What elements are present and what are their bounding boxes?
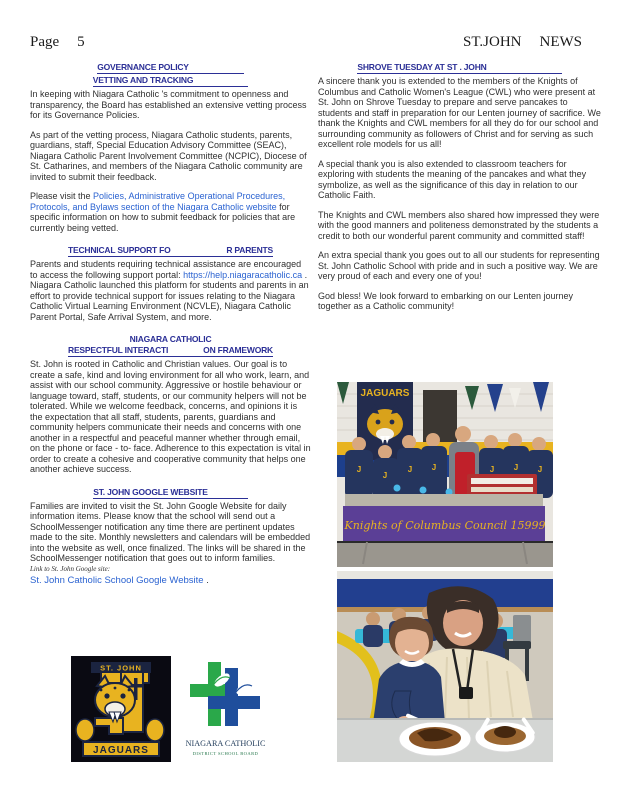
heading-google-text: ST. JOHN GOOGLE WEBSITE [93,487,247,499]
paragraph-google-link [30,575,311,586]
niagara-logo-line1: NIAGARA CATHOLIC [185,739,266,748]
text-after-portal-link: . Niagara Catholic launched this platform for students and parents in an effort to provide technical support for issues relating to the Niagara Catholic Virtual Learning Environment (NCVLE), Niagara Catholic Parent Portal, Safe Arrival System, and more. [30,269,309,322]
paragraph-shrove-1: A sincere thank you is extended to the members of the Knights of Columbus and Catholic Women's League (CWL) who were present at St. John on Shrove Tuesday to prepare and serve pancakes to students and staff in preparation for our Lenten journey of sacrifice. We thank the Knights and CWL members for all they do for our school and surrounding community as followers of Christ and for serving as such excellent role models for us all! [318,76,601,149]
masthead-title-2: NEWS [539,34,582,50]
left-column [30,62,311,586]
photo-pancake-breakfast [337,571,553,762]
photo-knights-of-columbus [337,382,553,567]
support-portal-link[interactable]: https://help.niagaracatholic.ca [183,269,303,280]
niagara-logo-line2: DISTRICT SCHOOL BOARD [192,751,259,756]
google-link-caption: Link to St. John Google site: [30,564,111,573]
paragraph-respectful-framework: St. John is rooted in Catholic and Christian values. Our goal is to create a safe, kind and loving environment for all who work, learn, and assist with our school community. Aggressive or hostile behaviour or language toward, staff, students, or our community helpers will not be tolerated. While we welcome feedback, concerns, and opinions it is the expectation that all staff, students, parents, guardians and community helpers communicate their needs and concerns with one another in a respectful and peaceful manner whether through email, on the phone or face - to- face. Adherence to this expectation is vital in order to create a cohesive and cooperative community that helps one another achieve success. [30,359,311,474]
heading-governance-line1: GOVERNANCE POLICY [97,62,244,74]
heading-technical-support [30,245,311,257]
jaguars-logo-top-text: ST. JOHN [100,663,142,673]
heading-google-website [30,487,311,499]
paragraph-shrove-3: The Knights and CWL members also shared how impressed they were with the good manners and politeness demonstrated by the students a credit to both our wonderful parent community and committed staff! [318,209,600,241]
heading-respectful-framework [30,345,311,357]
heading-niagara-catholic [30,334,311,345]
paragraph-shrove-4: An extra special thank you goes out to all our students for representing St. John Catholic School with pride and in such a positive way. We are very proud of each and every one of you! [318,250,600,281]
photo-knights-illustration [337,382,553,567]
heading-technical-part2: R PARENTS [226,245,273,255]
masthead-title-1: ST.JOHN [463,34,522,50]
photo-pancakes-illustration [337,571,553,762]
page-label: Page [30,34,60,50]
page-number: 5 [77,34,85,50]
niagara-catholic-logo [178,656,273,763]
svg-text:J: J [489,465,495,474]
right-column [318,62,601,321]
paragraph-shrove-2: A special thank you is also extended to classroom teachers for exploring with students the meaning of the pancakes and what they symbolize, as well as the significance of this day in relation to our Catholic Faith. [318,158,587,200]
jaguars-logo-bottom-text: JAGUARS [93,745,149,756]
knights-table-banner-text: Knights of Columbus Council 15999 [344,519,546,532]
svg-text:J: J [356,465,362,474]
heading-vetting-tracking [30,75,311,87]
heading-shrove-tuesday [318,62,601,74]
heading-niagara-line1: NIAGARA CATHOLIC [129,334,212,344]
paragraph-google-website: Families are invited to visit the St. John Google Website for daily information items. Please know that the school will send out a SchoolMessenger notification any time there are pertinent updates made to the site. Monthly newsletters and calendars will be embedded into the website as well, once finalized. The links will be shared in the SchoolMessenger notification that goes out to inform families. [30,500,311,563]
heading-governance-line2: VETTING AND TRACKING [93,75,249,87]
heading-shrove-text: SHROVE TUESDAY AT ST . JOHN [357,62,561,74]
heading-governance-policy [30,62,311,74]
heading-respectful-part1: RESPECTFUL INTERACTI [68,345,169,355]
svg-text:J: J [407,465,413,474]
text-before-policies-link: Please visit the [30,191,94,201]
masthead-left [30,34,85,51]
paragraph-governance-1: In keeping with Niagara Catholic 's commitment to openness and transparency, the Board has established an extensive vetting process for its Governance Policies. [30,89,307,120]
svg-text:J: J [431,463,437,472]
svg-text:J: J [513,463,519,472]
svg-text:J: J [537,465,543,474]
text-after-google-link: . [203,574,209,586]
heading-technical-part1: TECHNICAL SUPPORT FO [68,245,171,255]
google-website-link[interactable]: St. John Catholic School Google Website [30,574,204,586]
masthead-right [463,34,582,51]
policies-bylaws-link[interactable]: Policies, Administrative Operational Procedures, Protocols, and Bylaws section of the Niagara Catholic website [30,191,286,212]
paragraph-governance-2: As part of the vetting process, Niagara Catholic students, parents, guardians, staff, Special Education Advisory Committee (SEAC), Niagara Catholic Parent Involvement Committee (NCPIC), Diocese of St. Catharines, and members of the Niagara Catholic community are invited to submit their feedback. [30,129,307,182]
paragraph-governance-3 [30,191,311,233]
jaguars-logo [71,656,171,762]
svg-text:J: J [382,471,388,480]
text-after-policies-link: for specific information on how to submit feedback for policies that are currently being vetted. [30,201,296,233]
text-before-portal-link: Parents and students requiring technical assistance are encouraged to access the following support portal: [30,259,302,280]
masthead [30,34,582,51]
paragraph-shrove-5: God bless! We look forward to embarking on our Lenten journey together as a Catholic community! [318,290,573,311]
paragraph-technical-support [30,259,311,322]
heading-respectful-part2: ON FRAMEWORK [203,345,273,355]
jaguars-wall-banner-text: JAGUARS [360,388,410,399]
